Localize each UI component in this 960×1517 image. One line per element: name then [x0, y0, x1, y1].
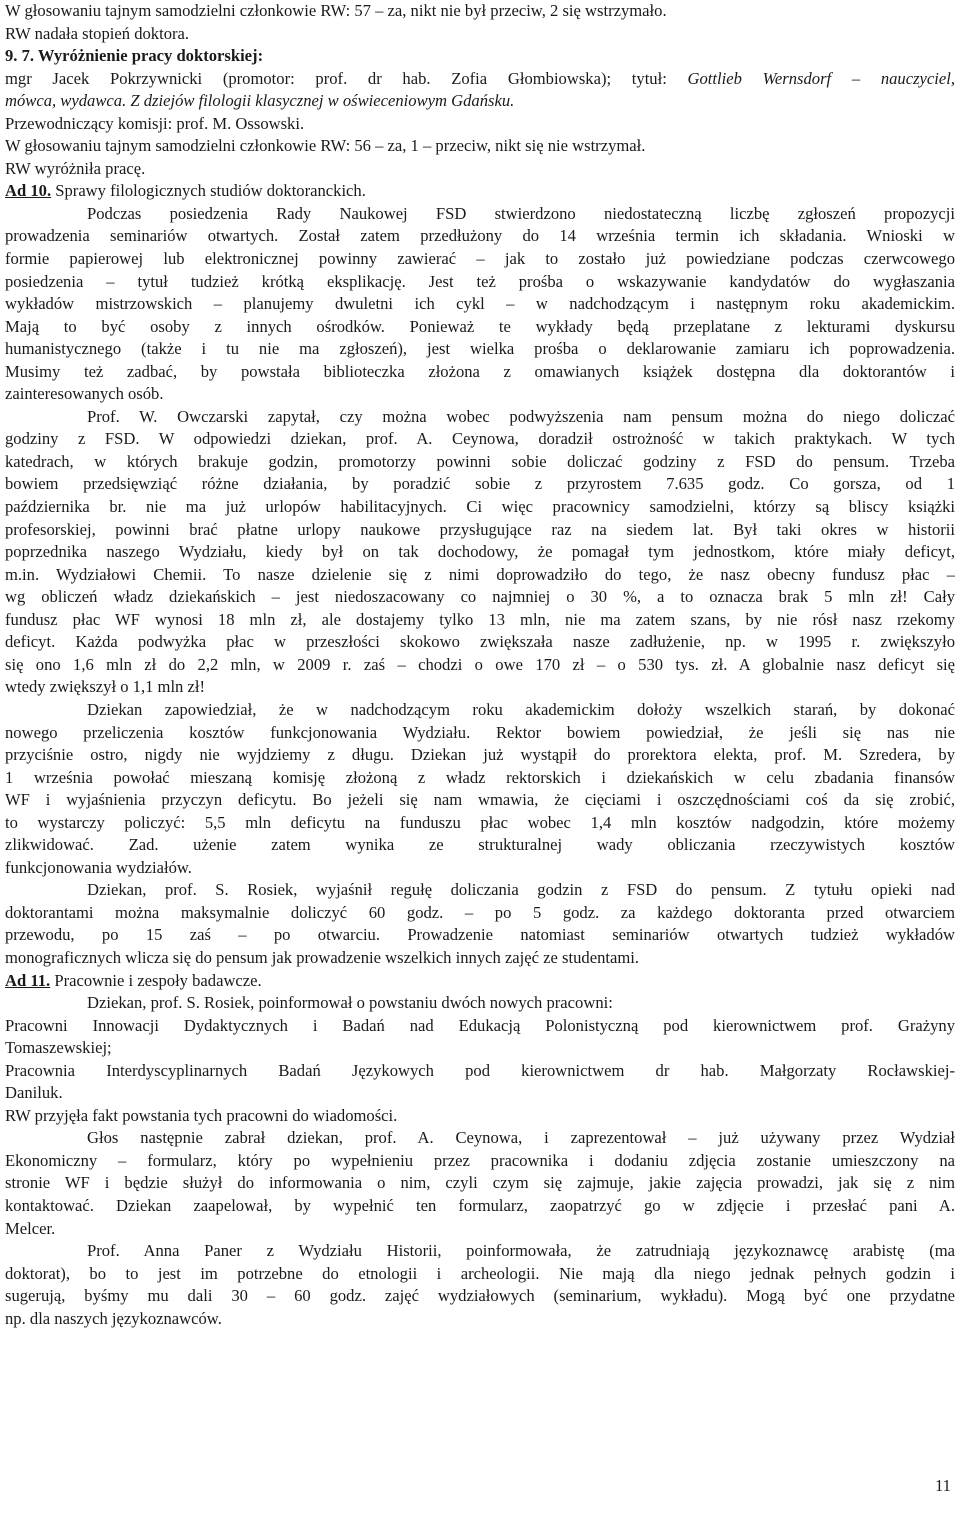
- degree-awarded-line: RW nadała stopień doktora.: [5, 23, 190, 43]
- ad10-paragraph-2: Prof. W. Owczarski zapytał, czy można wobec podwyższenia nam pensum można do niego doliczać godziny z FSD. W odpowiedzi dziekan, prof. A. Ceynowa, doradził ostrożność w takich praktykach. W tych katedrach, w których brakuje godzin, promotorzy powinni sobie doliczać godziny z FSD do pensum. Trzeba bowiem przedsięwziąć różne działania, by poradzić sobie z przyrostem 7.635 godz. Co gorsza, od 1 października br. nie ma już urlopów habilitacyjnych. Ci więc pracownicy samodzielni, którzy są bliscy książki profesorskiej, powinni brać płatne urlopy naukowe przysługujące raz na siedem lat. Był taki okres w historii poprzednika naszego Wydziału, kiedy był on tak dochodowy, że pomagał tym jednostkom, które miały deficyt, m.in. Wydziałowi Chemii. To nasze dzielenie się z nimi doprowadziło do tego, że nasz obecny fundusz płac – wg obliczeń władz dziekańskich – jest niedoszacowany co najmniej o 30 %, a to oznacza brak 5 mln zł! Cały fundusz płac WF wynosi 18 mln zł, ale dostajemy tylko 13 mln, nie ma zatem szans, by nie rósł nasz rzekomy deficyt. Każda podwyżka płac w przeszłości skokowo zwiększała nasze zadłużenie, np. w 1995 r. zwiększyło się ono 1,6 mln zł do 2,2 mln, w 2009 r. zaś – chodzi o owe 170 zł – o 530 tys. zł. A globalnie nasz deficyt się wtedy zwiększył o 1,1 mln zł!: [5, 406, 955, 697]
- ad11-paragraph-2: Głos następnie zabrał dziekan, prof. A. Ceynowa, i zaprezentował – już używany przez Wydział Ekonomiczny – formularz, który po wypełnieniu przez pracownika i dodaniu zdjęcia zostanie umieszczony na stronie WF i będzie służył do informowania o nim, czyli czym się zajmuje, jakie zajęcia prowadzi, jak się z nim kontaktować. Dziekan zaapelował, by wypełnić ten formularz, zaopatrzyć go w zdjęcie i przesłać pani A. Melcer.: [5, 1128, 955, 1238]
- ad11-lab-list: Pracowni Innowacji Dydaktycznych i Badań nad Edukacją Polonistyczną pod kierownictwem prof. Grażyny Tomaszewskiej; Pracownia Interdyscyplinarnych Badań Językowych pod kierownictwem dr hab. Małgorzaty Rocławskiej- Daniluk. RW przyjęła fakt powstania tych pracowni do wiadomości.: [5, 1015, 955, 1125]
- ad11-title: Pracownie i zespoły badawcze.: [54, 970, 262, 990]
- page-number: 11: [935, 1476, 951, 1495]
- ad11-paragraph-3: Prof. Anna Paner z Wydziału Historii, poinformowała, że zatrudniają językoznawcę arabistę (ma doktorat), bo to jest im potrzebne do etnologii i archeologii. Nie mają dla niego jednak pełnych godzin i sugerują, byśmy mu dali 30 – 60 godz. zajęć wydziałowych (seminarium, wykładu). Mogą być one przydatne np. dla naszych językoznawców.: [5, 1241, 955, 1328]
- ad10-heading: [5, 180, 955, 203]
- ad11-label: Ad 11.: [5, 970, 51, 990]
- committee-chair-line: Przewodniczący komisji: prof. M. Ossowski.: [5, 113, 305, 133]
- thesis-info-line: mgr Jacek Pokrzywnicki (promotor: prof. dr hab. Zofia Głombiowska); tytuł: Gottlieb Wernsdorf – nauczyciel,: [5, 68, 955, 88]
- ad10-paragraph-1: Podczas posiedzenia Rady Naukowej FSD stwierdzono niedostateczną liczbę zgłoszeń propozycji prowadzenia seminariów otwartych. Został zatem przedłużony do 14 września termin ich składania. Wnioski w formie papierowej lub elektronicznej powinny zawierać – jak to zostało już powiedziane podczas czerwcowego posiedzenia – tytuł tudzież krótką eksplikację. Jest też prośba o wskazywanie kandydatów do wygłaszania wykładów mistrzowskich – planujemy dwuletni ich cykl – w nadchodzącym i następnym roku akademickim. Mają to być osoby z innych ośrodków. Ponieważ te wykłady będą przeplatane z lekturami dyskursu humanistycznego (także i tu nie ma zgłoszeń), jest wielka prośba o deklarowanie zamiaru ich poprowadzenia. Musimy też zadbać, by powstała biblioteczka złożona z omawianych książek dostępna dla doktorantów i zainteresowanych osób.: [5, 203, 955, 404]
- distinction-line: RW wyróżniła pracę.: [5, 158, 146, 178]
- vote-result-line: W głosowaniu tajnym samodzielni członkowie RW: 57 – za, nikt nie był przeciw, 2 się wstrzymało.: [5, 1, 667, 20]
- ad10-title: Sprawy filologicznych studiów doktoranckich.: [55, 181, 366, 201]
- vote-result-line-2: W głosowaniu tajnym samodzielni członkowie RW: 56 – za, 1 – przeciw, nikt się nie wstrzymał.: [5, 136, 646, 156]
- ad10-paragraph-3: Dziekan zapowiedział, że w nadchodzącym roku akademickim dołoży wszelkich starań, by dokonać nowego przeliczenia kosztów funkcjonowania Wydziału. Rektor bowiem powiedział, że jeśli się nas nie przyciśnie ostro, nigdy nie wyjdziemy z długu. Dziekan już wystąpił do prorektora elekta, prof. M. Szredera, by 1 września powołać mieszaną komisję złożoną z władz rektorskich i dziekańskich w celu zbadania finansów WF i wyjaśnienia przyczyn deficytu. Bo jeżeli się nam wmawia, że cięciami i oszczędnościami coś da się zrobić, to wystarczy policzyć: 5,5 mln deficytu na funduszu płac wobec 1,4 mln kosztów nadgodzin, które możemy zlikwidować. Zad. użenie zatem wynika ze strukturalnej wady obliczania rzeczywistych kosztów funkcjonowania wydziałów.: [5, 699, 955, 877]
- thesis-title-line: mówca, wydawca. Z dziejów filologii klasycznej w oświeceniowym Gdańsku.: [5, 91, 515, 111]
- ad10-paragraph-4: Dziekan, prof. S. Rosiek, wyjaśnił regułę doliczania godzin z FSD do pensum. Z tytułu opieki nad doktorantami można maksymalnie doliczyć 60 godz. – po 5 godz. za każdego doktoranta przed otwarciem przewodu, po 15 zaś – po otwarciu. Prowadzenie natomiast seminariów otwartych tudzież wykładów monograficznych wlicza się do pensum jak prowadzenie wszelkich innych zajęć ze studentami.: [5, 880, 955, 967]
- ad11-intro: Dziekan, prof. S. Rosiek, poinformował o powstaniu dwóch nowych pracowni:: [87, 993, 613, 1013]
- ad11-heading: [5, 970, 955, 993]
- document-page: [5, 0, 955, 1330]
- section-heading-distinction: 9. 7. Wyróżnienie pracy doktorskiej:: [5, 46, 264, 66]
- ad10-label: Ad 10.: [5, 181, 52, 201]
